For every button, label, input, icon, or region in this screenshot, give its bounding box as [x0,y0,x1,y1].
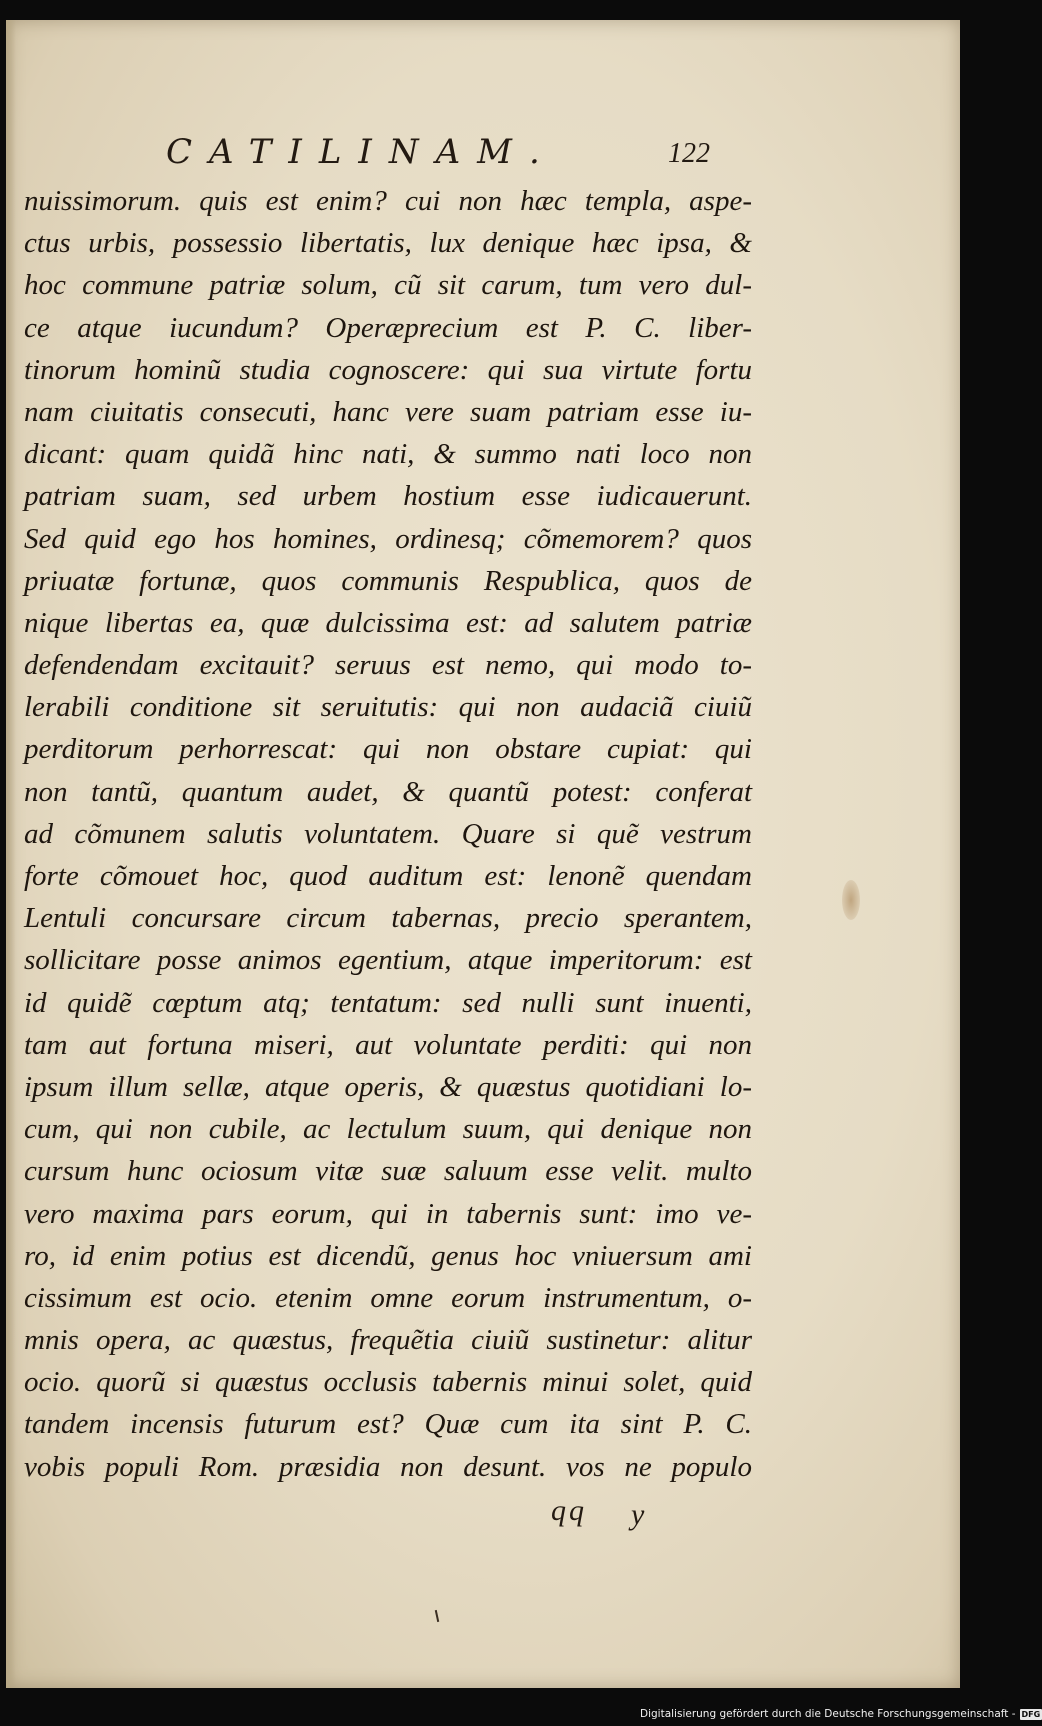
text-line: forte cõmouet hoc, quod auditum est: lenonẽ quendam [24,860,752,892]
text-line: id quidẽ cœptum atq; tentatum: sed nulli sunt inuenti, [24,986,752,1019]
text-line: defendendam excitauit? seruus est nemo, qui modo to- [24,649,752,682]
running-head: CATILINAM. [166,132,557,172]
text-line: ad cõmunem salutis voluntatem. Quare si quẽ vestrum [24,817,752,850]
credit-text: Digitalisierung gefördert durch die Deutsche Forschungsgemeinschaft - [640,1708,1016,1720]
text-line: nuissimorum. quis est enim? cui non hæc templa, aspe- [24,185,752,217]
paper-stain [842,880,860,920]
text-line: lerabili conditione sit seruitutis: qui non audaciã ciuiũ [24,691,752,724]
digitization-credit [640,1704,1042,1724]
text-line: cissimum est ocio. etenim omne eorum instrumentum, o- [24,1281,752,1314]
text-line: Lentuli concursare circum tabernas, precio sperantem, [24,902,752,935]
text-line: ce atque iucundum? Operæprecium est P. C. liber- [24,311,752,344]
text-line: ocio. quorũ si quæstus occlusis tabernis minui solet, quid [24,1366,752,1399]
text-line: priuatæ fortunæ, quos communis Respublica, quos de [24,564,752,597]
book-page [6,20,960,1688]
text-line: cursum hunc ociosum vitæ suæ saluum esse velit. multo [24,1155,752,1188]
ink-mark [435,1610,439,1622]
dfg-logo-icon: DFG [1021,1709,1041,1719]
text-line: vero maxima pars eorum, qui in tabernis sunt: imo ve- [24,1197,752,1230]
text-line: nique libertas ea, quæ dulcissima est: ad salutem patriæ [24,606,752,639]
text-line: cum, qui non cubile, ac lectulum suum, qui denique non [24,1113,752,1146]
text-line: hoc commune patriæ solum, cũ sit carum, tum vero dul- [24,269,752,302]
text-line: vobis populi Rom. præsidia non desunt. vos ne populo [24,1450,752,1483]
text-line: ctus urbis, possessio libertatis, lux denique hæc ipsa, & [24,227,752,260]
text-line: ro, id enim potius est dicendũ, genus hoc vniuersum ami [24,1239,752,1272]
text-line: tandem incensis futurum est? Quæ cum ita sint P. C. [24,1408,752,1441]
text-line: dicant: quam quidã hinc nati, & summo nati loco non [24,438,752,471]
page-number: 122 [668,138,710,169]
page-edge-shadow [6,20,16,1688]
catchword: qq [551,1494,587,1527]
text-line: tam aut fortuna miseri, aut voluntate perditi: qui non [24,1028,752,1061]
text-line: mnis opera, ac quæstus, frequẽtia ciuiũ sustinetur: alitur [24,1324,752,1357]
text-line: patriam suam, sed urbem hostium esse iudicauerunt. [24,480,752,513]
text-line: sollicitare posse animos egentium, atque imperitorum: est [24,944,752,977]
text-line: non tantũ, quantum audet, & quantũ potest: conferat [24,775,752,808]
text-line: nam ciuitatis consecuti, hanc vere suam patriam esse iu- [24,395,752,428]
text-line: ipsum illum sellæ, atque operis, & quæstus quotidiani lo- [24,1070,752,1103]
text-line: Sed quid ego hos homines, ordinesq; cõmemorem? quos [24,522,752,555]
signature-mark: y [631,1498,645,1531]
text-line: tinorum hominũ studia cognoscere: qui sua virtute fortu [24,353,752,386]
text-line: perditorum perhorrescat: qui non obstare cupiat: qui [24,733,752,766]
body-text [24,180,752,1488]
